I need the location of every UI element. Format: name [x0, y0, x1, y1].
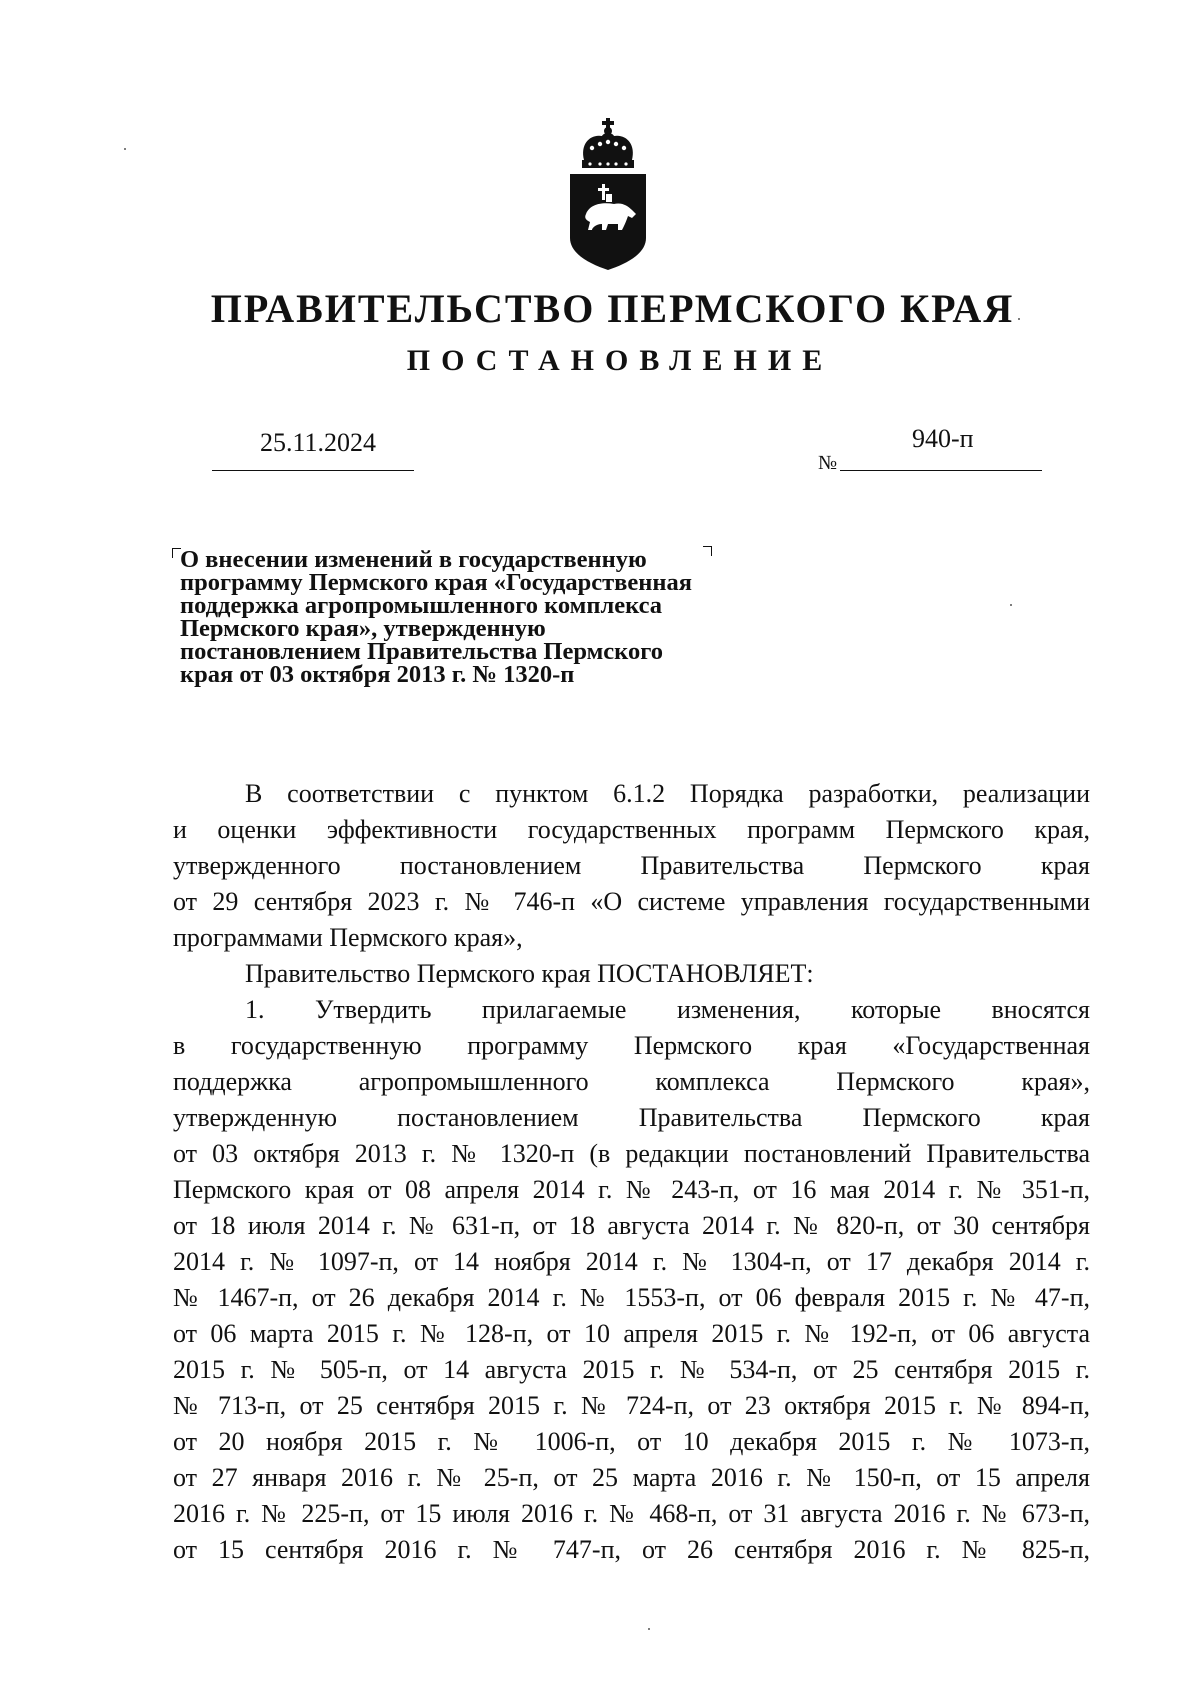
- number-underline: [840, 470, 1042, 471]
- perm-krai-coat-of-arms-icon: [562, 118, 654, 270]
- item1-line: от 18 июля 2014 г. № 631-п, от 18 августа 2014 г. № 820-п, от 30 сентября: [173, 1211, 1090, 1240]
- scan-speck: [1010, 604, 1012, 606]
- subject-line: программу Пермского края «Государственная: [180, 569, 693, 596]
- item1-line: утвержденную постановлением Правительства Пермского края: [173, 1103, 1090, 1132]
- preamble-line: от 29 сентября 2023 г. № 746-п «О системе управления государственными: [173, 887, 1090, 916]
- item1-line: Пермского края от 08 апреля 2014 г. № 243-п, от 16 мая 2014 г. № 351-п,: [173, 1175, 1090, 1204]
- document-number: 940-п: [912, 424, 974, 453]
- document-type: ПОСТАНОВЛЕНИЕ: [406, 344, 834, 377]
- preamble-line: программами Пермского края»,: [173, 923, 523, 952]
- item1-line: от 20 ноября 2015 г. № 1006-п, от 10 декабря 2015 г. № 1073-п,: [173, 1427, 1090, 1456]
- item1-line: от 06 марта 2015 г. № 128-п, от 10 апреля 2015 г. № 192-п, от 06 августа: [173, 1319, 1090, 1348]
- preamble-line: В соответствии с пунктом 6.1.2 Порядка разработки, реализации: [245, 779, 1090, 808]
- subject-line: Пермского края», утвержденную: [180, 615, 546, 642]
- resolves-line: Правительство Пермского края ПОСТАНОВЛЯЕТ:: [245, 959, 814, 988]
- date-underline: [212, 470, 414, 471]
- item1-line: № 713-п, от 25 сентября 2015 г. № 724-п, от 23 октября 2015 г. № 894-п,: [173, 1391, 1090, 1420]
- item1-line: № 1467-п, от 26 декабря 2014 г. № 1553-п, от 06 февраля 2015 г. № 47-п,: [173, 1283, 1090, 1312]
- item1-line: 2016 г. № 225-п, от 15 июля 2016 г. № 468-п, от 31 августа 2016 г. № 673-п,: [173, 1499, 1090, 1528]
- scan-speck: [648, 1628, 650, 1630]
- subject-line: поддержка агропромышленного комплекса: [180, 592, 663, 619]
- subject-line: О внесении изменений в государственную: [180, 546, 647, 573]
- scan-speck: [1018, 318, 1020, 320]
- preamble-line: и оценки эффективности государственных программ Пермского края,: [173, 815, 1090, 844]
- item1-line: в государственную программу Пермского края «Государственная: [173, 1031, 1090, 1060]
- subject-line: постановлением Правительства Пермского: [180, 638, 663, 665]
- document-date: 25.11.2024: [260, 428, 377, 457]
- document-subject: [180, 548, 820, 686]
- scan-speck: [124, 148, 126, 150]
- item1-line: от 27 января 2016 г. № 25-п, от 25 марта 2016 г. № 150-п, от 15 апреля: [173, 1463, 1090, 1492]
- item1-line: 2014 г. № 1097-п, от 14 ноября 2014 г. № 1304-п, от 17 декабря 2014 г.: [173, 1247, 1090, 1276]
- item1-line: 1. Утвердить прилагаемые изменения, которые вносятся: [245, 995, 1090, 1024]
- item1-line: от 03 октября 2013 г. № 1320-п (в редакции постановлений Правительства: [173, 1139, 1090, 1168]
- number-sign: №: [818, 452, 838, 474]
- item1-line: поддержка агропромышленного комплекса Пермского края»,: [173, 1067, 1090, 1096]
- item1-line: от 15 сентября 2016 г. № 747-п, от 26 сентября 2016 г. № 825-п,: [173, 1535, 1090, 1564]
- government-title: ПРАВИТЕЛЬСТВО ПЕРМСКОГО КРАЯ: [210, 286, 1015, 331]
- item1-line: 2015 г. № 505-п, от 14 августа 2015 г. № 534-п, от 25 сентября 2015 г.: [173, 1355, 1090, 1384]
- document-body: [173, 776, 1090, 1568]
- preamble-line: утвержденного постановлением Правительства Пермского края: [173, 851, 1090, 880]
- subject-line: края от 03 октября 2013 г. № 1320-п: [180, 661, 575, 688]
